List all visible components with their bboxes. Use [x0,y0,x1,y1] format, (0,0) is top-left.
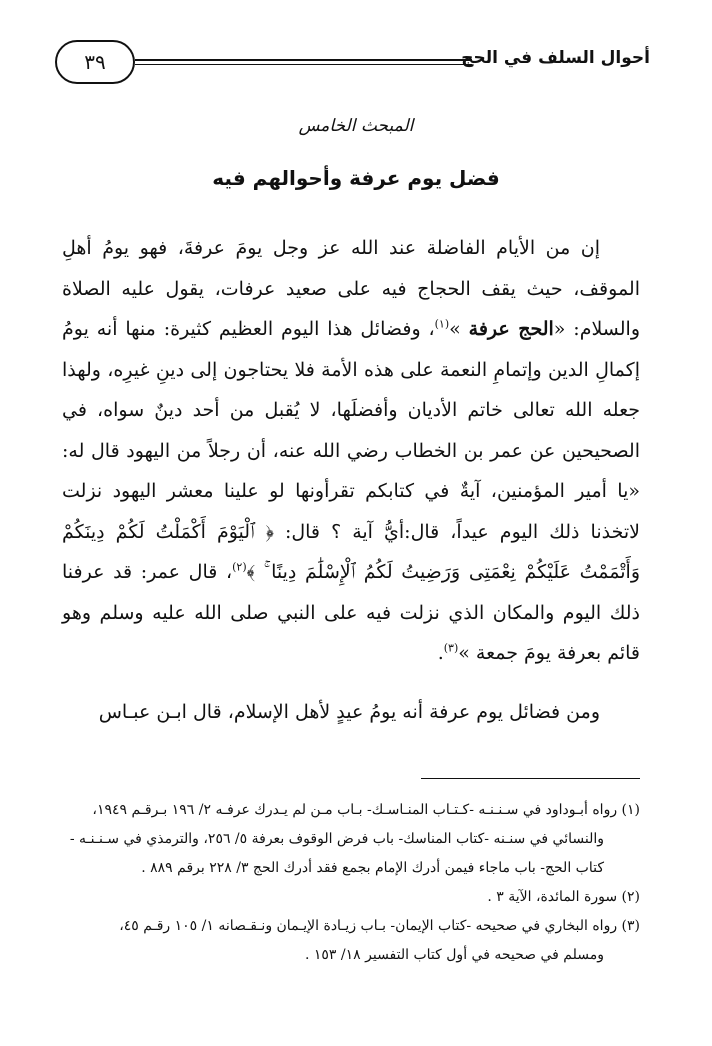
footnote-1: (١) رواه أبـوداود في سـنـنـه -كـتـاب المنـاسـك- بـاب مـن لم يـدرك عرفـه ٢/ ١٩٦ بـرقـم ١٩٤٩، [92,802,640,818]
footnote-2: (٢) سورة المائدة، الآية ٣ . [487,889,640,905]
footnote-divider [421,778,640,779]
footnote-3-cont: ومسلم في صحيحه في أول كتاب التفسير ١٨/ ١٥٣ . [304,947,604,963]
footnote-1-cont: والنسائي في سنـنه -كتاب المناسك- باب فرض الوقوف بعرفة ٥/ ٢٥٦، والترمذي في سـنـنـه - [69,831,604,847]
paragraph-1-text-cont: ، وفضائل هذا اليوم العظيم كثيرة: منها أنه يومُ إكمالِ الدين وإتمامِ النعمة على هذه الأمة فلا يحتاجون إلى دينِ غيرِه، ولهذا جعله الله تعالى خاتم الأديان وأفضلَها، لا يُقبل من أحد دينٌ سواه، في الصحيحين عن عمر بن الخطاب رضي الله عنه، أن رجلاً من اليهود قال له: «يا أمير المؤمنين، آيةٌ في كتابكم تقرأونها لو علينا معشر اليهود نزلت لاتخذنا ذلك اليوم عيداً، قال:أيُّ آية ؟ قال: ﴿ ٱلْيَوْمَ أَكْمَلْتُ لَكُمْ دِينَكُمْ وَأَتْمَمْتُ عَلَيْكُمْ نِعْمَتِى وَرَضِيتُ لَكُمُ ٱلْإِسْلَٰمَ دِينًا ۚ ﴾ [62,318,640,583]
footnote-3: (٣) رواه البخاري في صحيحه -كتاب الإيمان- بـاب زيـادة الإيـمان ونـقـصانه ١/ ١٠٥ رقـم ٤٥، [119,918,640,934]
running-title: أحوال السلف في الحج [461,48,650,68]
paragraph-1-text: إن من الأيام الفاضلة عند الله عز وجل يومَ عرفةَ، فهو يومُ أهلِ الموقف، حيث يقف الحجاج فيه على صعيد عرفات، يقول عليه الصلاة والسلام: « [62,237,640,340]
paragraph-1 [62,228,640,674]
hadith-quote: الحج عرفة [468,318,554,340]
paragraph-1-period: . [437,642,444,664]
footnote-ref-3[interactable]: (٣) [443,641,459,655]
section-label: المبحث الخامس [298,116,414,136]
paragraph-1-text-end: ، قال عمر: قد عرفنا ذلك اليوم والمكان الذي نزلت فيه على النبي صلى الله عليه وسلم وهو قائم بعرفة يومَ جمعة » [62,561,640,664]
main-text [62,228,640,732]
page-header [55,40,650,88]
quote-close: » [449,318,469,340]
footnote-ref-1[interactable]: (١) [434,317,450,331]
footnote-1-cont: كتاب الحج- باب ماجاء فيمن أدرك الإمام بجمع فقد أدرك الحج ٣/ ٢٢٨ برقم ٨٨٩ . [141,860,604,876]
footnote-ref-2[interactable]: (٢) [232,560,247,574]
paragraph-2: ومن فضائل يوم عرفة أنه يومُ عيدٍ لأهل الإسلام، قال ابـن عبـاس [98,700,600,723]
section-title: فضل يوم عرفة وأحوالهم فيه [212,166,500,190]
page-number: ٣٩ [55,40,135,84]
footnotes [58,796,640,970]
header-rule [135,59,472,65]
